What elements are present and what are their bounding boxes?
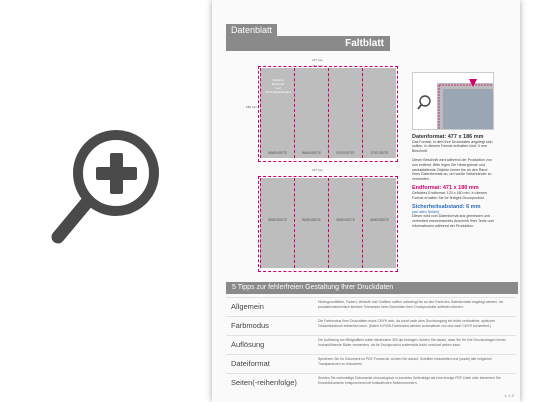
panel-bottom-1: INNENSEITE [260,178,294,268]
panel-bottom-4: INNENSEITE [362,178,396,268]
corner-detail-graphic [413,73,493,129]
datasheet-page [212,0,520,402]
end-format-title: Endformat: 471 x 180 mm [412,185,479,192]
table-row: Allgemein Hintergrundbilder, Farben, Verläufe und Grafiken sollten unbedingt bis an den Rand des Datenformats angelegt werden, da produktionstechnisch kleinere Toleranzen beim Schneiden Ihrer Druckprodukte auftreten können. [226,297,516,316]
dim-inner-label: 471 mm [312,64,323,68]
panel-bottom-2: INNENSEITE [294,178,328,268]
panel-top-4: TITELSEITE [362,68,396,158]
panel-top-3: RÜCKSEITE [328,68,362,158]
data-format-title: Datenformat: 477 x 186 mm [412,134,484,140]
format-info [412,130,496,228]
safety-title: Sicherheitsabstand: 6 mm [412,204,481,211]
table-row: Seiten(-reihenfolge) Senden Sie mehrseitige Dokumente chronologisch in korrekter Seitenfolge als eine einzige PDF-Datei oder benennen Sie Einzeldokumente entsprechend mit fortlaufenden Seitennummern. [226,373,516,392]
datasheet-tab-label: Datenblatt [226,24,277,36]
zoom-in-icon[interactable] [48,119,160,247]
bleed-text: Dieser Beschnitt wird während der Produktion von uns entfernt. Bitte legen Sie Hintergründe und randabfallende Objekte immer bis an den Rand Ihres Datenformats an, um weiße Seitenränder zu vermeiden. [412,158,492,181]
panel-top-1: INNENSEITE [260,68,294,158]
dim-width-label: 477 mm [312,58,323,62]
version-label: v. 1.0 [504,393,514,398]
table-row: Auflösung Die Auflösung von Bildgrafiken sollte mindestens 300 dpi betragen. Achten Sie darauf, dass Sie für Ihre Druckvorlagen immer hochauflösende Bilder verwenden, da Ihr Druckprodukt andernfalls leicht unscharf wirken kann. [226,335,516,354]
table-row: Farbmodus Die Farbmodus Ihrer Druckdaten muss CMYK sein, da sonst nach dem Druckvorgang ein leicht veränderter, optischer Gesamteindruck entstehen kann. (Daten in RGB-Farbmodus werden automatisch von uns nach CMYK konvertiert.) [226,316,516,335]
end-format-text: Gefalztes Endformat: 120 x 180 mm. In diesem Format erhalten Sie Ihr fertiges Druckprodukt. [412,190,488,200]
detail-inset [412,72,494,130]
safety-text: Dieser wird vom Datenformat aus gemessen und verhindert unerwünschtes Anschnitt Ihrer Texte und Informationen während der Produktion. [412,214,494,228]
table-row: Dateiformat Speichern Sie Ihr Dokument im PDF-Format ab. Achten Sie darauf, Schriften einzubetten und (sowie) alle möglichst Transparenzen zu reduzieren. [226,354,516,373]
dim-height-label: 186 mm [246,105,257,109]
panel-bottom-3: INNENSEITE [328,178,362,268]
panel-top-2: INNENSEITE [294,68,328,158]
panel-note: Falzlinie Beschnitt und Sicherheitsabstand [265,78,291,94]
safety-sub: (auf allen Seiten) [412,209,440,214]
data-format-text: Das Format, in dem Ihre Druckdaten angelegt sein sollten. In diesem Format enthalten sind: 3 mm Beschnitt. [412,139,493,153]
tips-section-title: 5 Tipps zur fehlerfreien Gestaltung Ihrer Druckdaten [226,282,518,294]
dim-width-label-2: 477 mm [312,168,323,172]
page-title: Faltblatt [226,36,390,51]
